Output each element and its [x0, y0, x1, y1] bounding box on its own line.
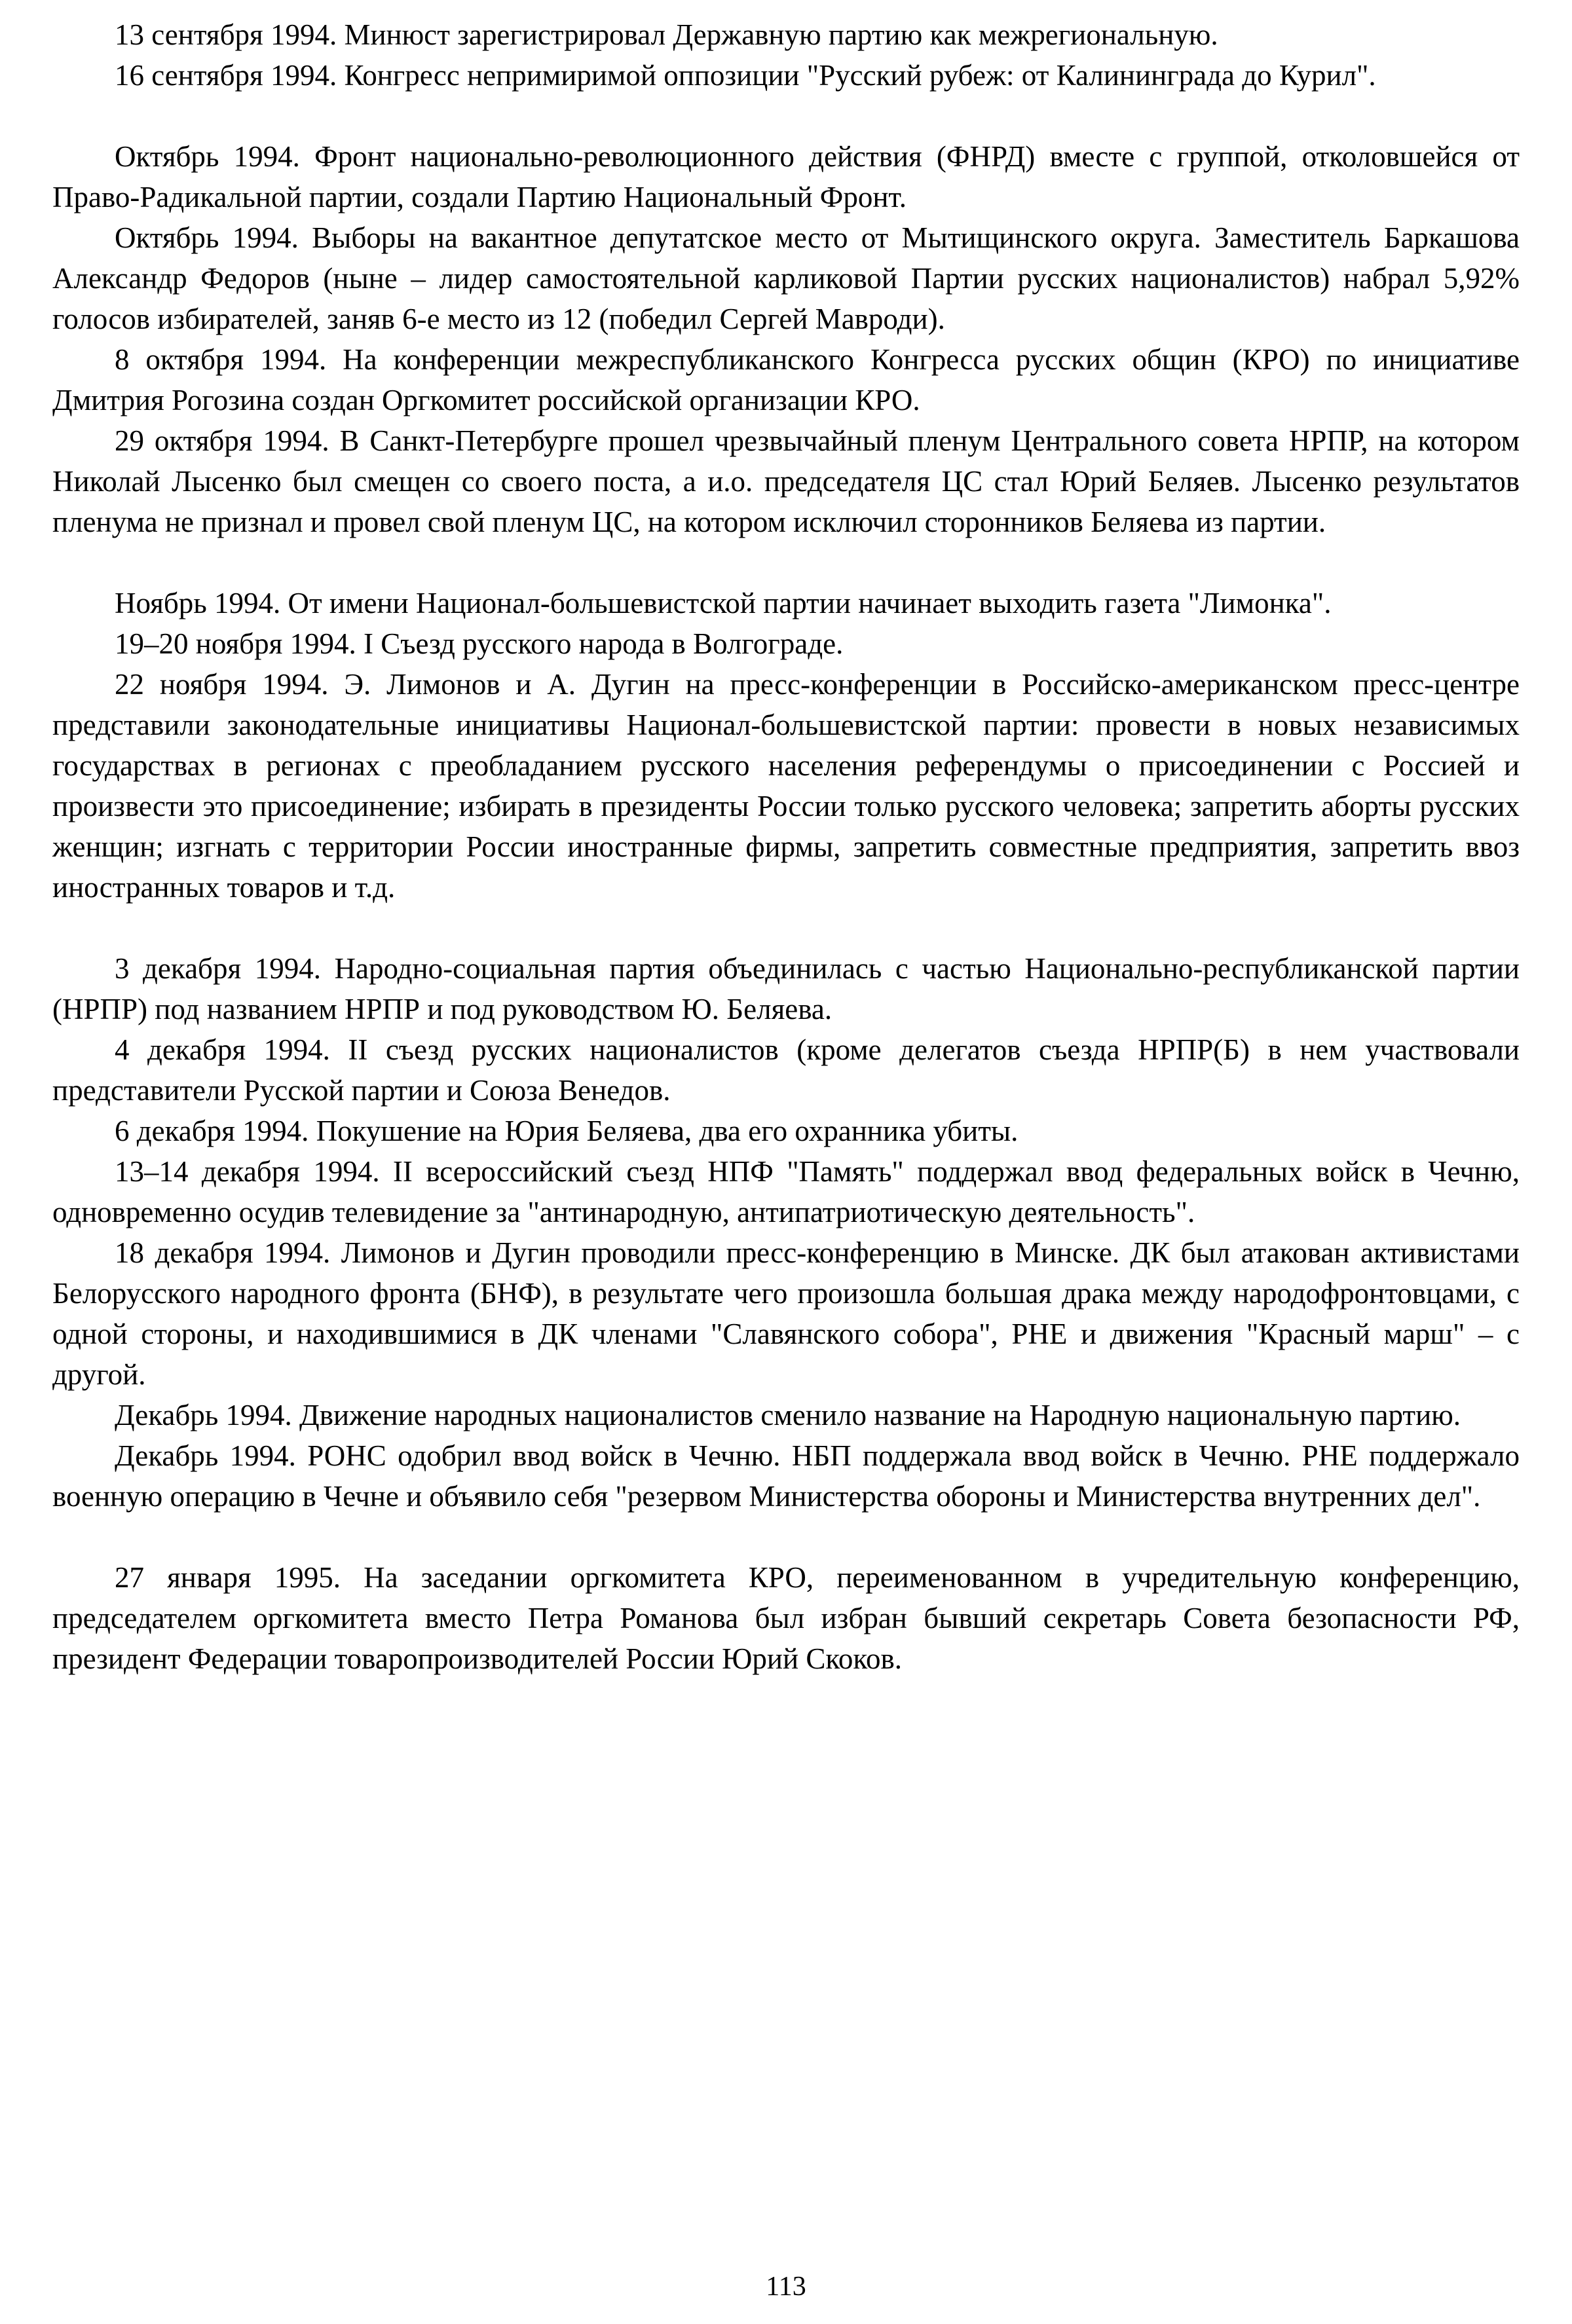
paragraph: Декабрь 1994. РОНС одобрил ввод войск в Чечню. НБП поддержала ввод войск в Чечню. РНЕ поддержало военную операцию в Чечне и объявило себя "резервом Министерства обороны и Министерства внутренних дел".	[52, 1439, 1520, 1513]
paragraph: 27 января 1995. На заседании оргкомитета КРО, переименованном в учредительную конференцию, председателем оргкомитета вместо Петра Романова был избран бывший секретарь Совета безопасности РФ, президент Федерации товаропроизводителей России Юрий Скоков.	[52, 1561, 1520, 1675]
page-number: 113	[766, 2272, 806, 2302]
paragraph: 8 октября 1994. На конференции межреспубликанского Конгресса русских общин (КРО) по инициативе Дмитрия Рогозина создан Оргкомитет российской организации КРО.	[52, 343, 1520, 416]
paragraph: 18 декабря 1994. Лимонов и Дугин проводили пресс-конференцию в Минске. ДК был атакован активистами Белорусского народного фронта (БНФ), в результате чего произошла большая драка между народофронтовцами, с одной стороны, и находившимися в ДК членами "Славянского собора", РНЕ и движения "Красный марш" – с другой.	[52, 1236, 1520, 1391]
document-body	[52, 14, 1520, 1679]
paragraph: 4 декабря 1994. II съезд русских националистов (кроме делегатов съезда НРПР(Б) в нем участвовали представители Русской партии и Союза Венедов.	[52, 1033, 1520, 1107]
paragraph: 13 сентября 1994. Минюст зарегистрировал Державную партию как межрегиональную.	[115, 18, 1218, 51]
paragraph: Октябрь 1994. Фронт национально-революционного действия (ФНРД) вместе с группой, отколовшейся от Право-Радикальной партии, создали Партию Национальный Фронт.	[52, 140, 1520, 213]
paragraph: Декабрь 1994. Движение народных националистов сменило название на Народную национальную партию.	[115, 1399, 1461, 1431]
paragraph: 3 декабря 1994. Народно-социальная партия объединилась с частью Национально-республиканской партии (НРПР) под названием НРПР и под руководством Ю. Беляева.	[52, 952, 1520, 1025]
paragraph: Октябрь 1994. Выборы на вакантное депутатское место от Мытищинского округа. Заместитель Баркашова Александр Федоров (ныне – лидер самостоятельной карликовой Партии русских националистов) набрал 5,92% голосов избирателей, заняв 6-е место из 12 (победил Сергей Мавроди).	[52, 221, 1520, 335]
paragraph: Ноябрь 1994. От имени Национал-большевистской партии начинает выходить газета "Лимонка".	[115, 587, 1332, 619]
paragraph: 22 ноября 1994. Э. Лимонов и А. Дугин на пресс-конференции в Российско-американском пресс-центре представили законодательные инициативы Национал-большевистской партии: провести в новых независимых государствах в регионах с преобладанием русского населения референдумы о присоединении с Россией и произвести это присоединение; избирать в президенты России только русского человека; запретить аборты русских женщин; изгнать с территории России иностранные фирмы, запретить совместные предприятия, запретить ввоз иностранных товаров и т.д.	[52, 668, 1520, 904]
paragraph: 13–14 декабря 1994. II всероссийский съезд НПФ "Память" поддержал ввод федеральных войск в Чечню, одновременно осудив телевидение за "антинародную, антипатриотическую деятельность".	[52, 1155, 1520, 1228]
paragraph: 19–20 ноября 1994. I Съезд русского народа в Волгограде.	[115, 627, 844, 660]
paragraph: 29 октября 1994. В Санкт-Петербурге прошел чрезвычайный пленум Центрального совета НРПР, на котором Николай Лысенко был смещен со своего поста, а и.о. председателя ЦС стал Юрий Беляев. Лысенко результатов пленума не признал и провел свой пленум ЦС, на котором исключил сторонников Беляева из партии.	[52, 424, 1520, 538]
paragraph: 6 декабря 1994. Покушение на Юрия Беляева, два его охранника убиты.	[115, 1115, 1019, 1147]
paragraph: 16 сентября 1994. Конгресс непримиримой оппозиции "Русский рубеж: от Калининграда до Курил".	[115, 59, 1376, 92]
